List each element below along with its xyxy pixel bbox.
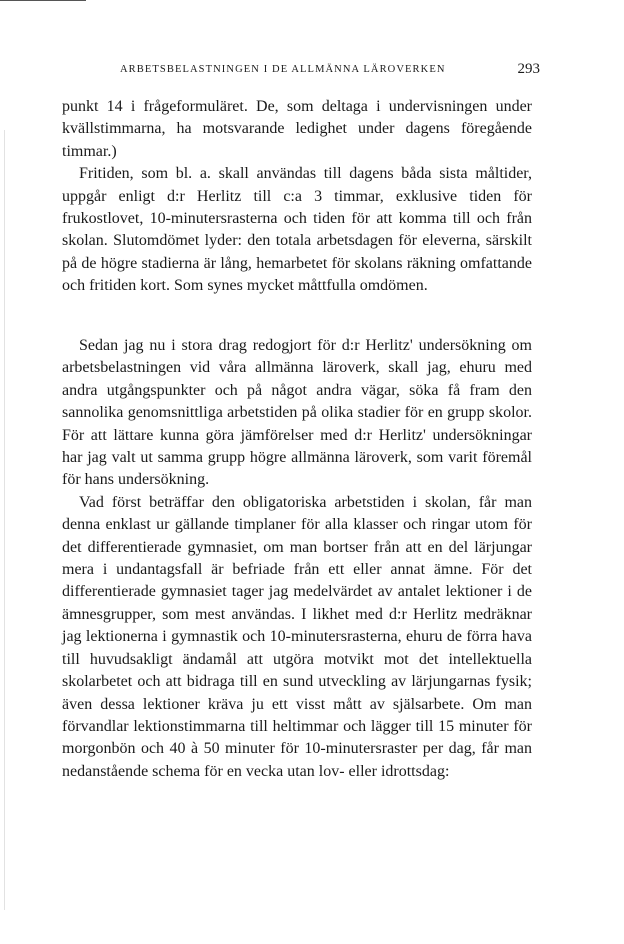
paragraph-arbetstiden: Vad först beträffar den obligatoriska arbetstiden i skolan, får man denna enklast ur gällande timplaner för alla klasser och ringar utom för det differentierade gymnasiet, om man bortser från att en del lärjungar mera i undantagsfall är befriade från ett eller annat ämne. För det differentierade gymnasiet tager jag medelvärdet av antalet lektioner i de ämnesgrupper, som mest användas. I likhet med d:r Herlitz medräknar jag lektionerna i gymnastik och 10-minutersrasterna, ehuru de förra hava till huvudsakligt ändamål att utgöra motvikt mot det intellektuella skolarbetet och att bidraga till en sund utveckling av lärjungarnas fysik; även dessa lektioner kräva ju ett visst mått av själsarbete. Om man förvandlar lektionstimmarna till heltimmar och lägger till 15 minuter för morgonbön och 40 à 50 minuter för 10-minutersraster per dag, får man nedanstående schema för en vecka utan lov- eller idrottsdag:: [62, 493, 532, 780]
paragraph-continuation: punkt 14 i frågeformuläret. De, som deltaga i undervisningen under kvällstimmarna, ha motsvarande ledighet under dagens föregående timmar.): [62, 98, 532, 160]
page-edge-line: [4, 130, 5, 910]
top-rule: [0, 0, 86, 1]
running-header: [120, 62, 540, 80]
text-block-1: [62, 96, 532, 298]
paragraph-fritiden: Fritiden, som bl. a. skall användas till dagens båda sista måltider, uppgår enligt d:r Herlitz till c:a 3 timmar, exklusive tiden för frukostlovet, 10-minutersrasterna och tiden för att komma till och från skolan. Slutomdömet lyder: den totala arbetsdagen för eleverna, särskilt på de högre stadierna är lång, hemarbetet för skolans räkning omfattande och fritiden kort. Som synes mycket måttfulla omdömen.: [62, 165, 532, 295]
page-number: 293: [517, 61, 540, 77]
running-title: ARBETSBELASTNINGEN I DE ALLMÄNNA LÄROVERKEN: [120, 64, 446, 75]
paragraph-redogjort: Sedan jag nu i stora drag redogjort för d:r Herlitz' undersökning om arbetsbelastningen vid våra allmänna läroverk, skall jag, ehuru med andra utgångspunkter och på något andra vägar, söka få fram den sannolika genomsnittliga arbetstiden på olika stadier för en grupp skolor. För att lättare kunna göra jämförelser med d:r Herlitz' undersökningar har jag valt ut samma grupp högre allmänna läroverk, som varit föremål för hans undersökning.: [62, 337, 532, 489]
text-block-2: [62, 335, 532, 783]
